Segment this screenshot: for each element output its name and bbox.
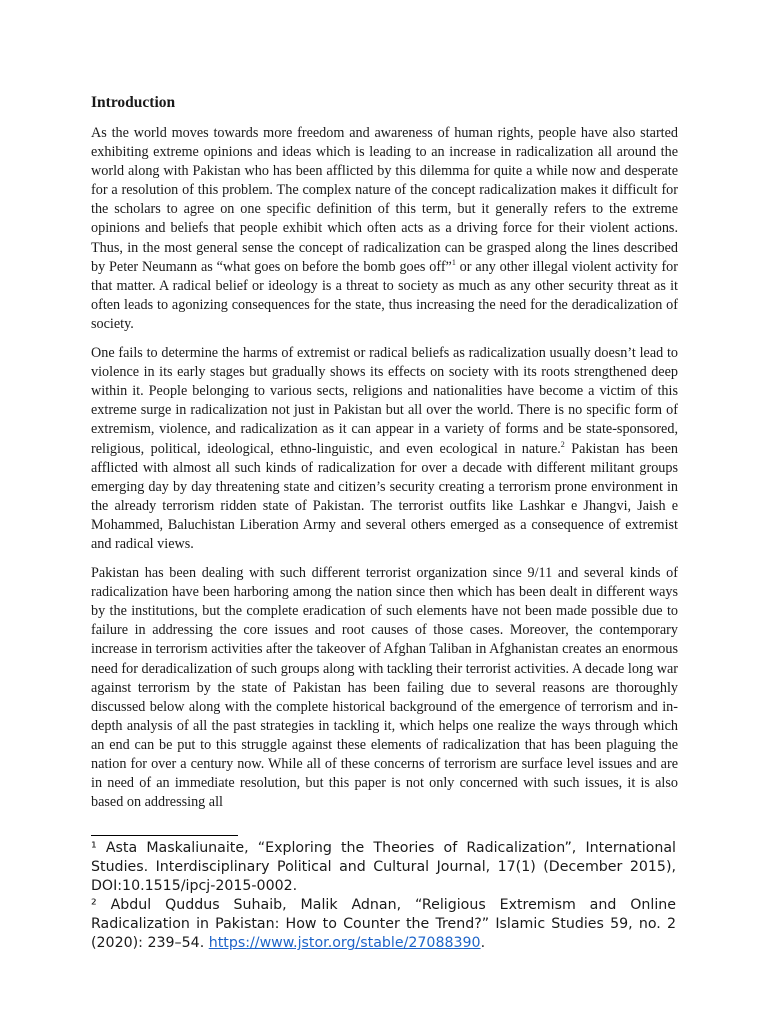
footnote-text: ¹ Asta Maskaliunaite, “Exploring the Theories of Radicalization”, International Studies. Interdisciplinary Political and Cultural Journal, 17(1) (December 2015), DOI:10.1515/ipcj-2015-0002. <box>91 840 676 895</box>
footnote-trail: . <box>480 935 486 952</box>
footnote-2 <box>91 896 676 953</box>
paragraph-text: Pakistan has been dealing with such different terrorist organization since 9/11 and several kinds of radicalization have been harboring among the nation since then which has been dealt in different ways by the institutions, but the complete eradication of such elements have not been made possible due to failure in addressing the core issues and root causes of those cases. Moreover, the contemporary increase in terrorism activities after the takeover of Afghan Taliban in Afghanistan creates an enormous need for deradicalization of such groups along with tackling their terrorist activities. A decade long war against terrorism by the state of Pakistan has been failing due to several reasons are thoroughly discussed below along with the complete historical background of the emergence of terrorism and in-depth analysis of all the past strategies in tackling it, which helps one realize the ways through which an end can be put to this struggle against these elements of radicalization that has been plaguing the nation for over a century now. While all of these concerns of terrorism are surface level issues and are in need of an immediate resolution, but this paper is not only concerned with such issues, it is also based on addressing all <box>91 565 678 811</box>
paragraph-text: or any other illegal violent activity for that matter. A radical belief or ideology is a threat to society as much as any other security threat as it often leads to agonizing consequences for the state, thus increasing the need for the deradicalization of society. <box>91 258 678 332</box>
footnote-marker-1[interactable]: 1 <box>451 257 456 267</box>
footnote-separator <box>91 835 238 836</box>
footnote-text: ² Abdul Quddus Suhaib, Malik Adnan, “Religious Extremism and Online Radicalization in Pakistan: How to Counter the Trend?” Islamic Studies 59, no. 2 (2020): 239–54. <box>91 897 676 952</box>
paragraph-3 <box>91 564 678 812</box>
paragraph-text: One fails to determine the harms of extremist or radical beliefs as radicalization usually doesn’t lead to violence in its early stages but gradually shows its effects on society with its roots strengthened deep within it. People belonging to various sects, religions and nationalities have become a victim of this extreme surge in radicalization not just in Pakistan but all over the world. There is no specific form of extremism, violence, and radicalization as it can appear in a variety of forms and be state-sponsored, religious, political, ideological, ethno-linguistic, and even ecological in nature. <box>91 345 678 457</box>
section-heading: Introduction <box>91 94 176 111</box>
footnote-marker-2[interactable]: 2 <box>560 439 565 449</box>
footnote-1 <box>91 839 676 896</box>
paragraph-text: Pakistan has been afflicted with almost all such kinds of radicalization for over a decade with different militant groups emerging day by day threatening state and citizen’s security creating a terrorism prone environment in the already terrorism ridden state of Pakistan. The terrorist outfits like Lashkar e Jhangvi, Jaish e Mohammed, Baluchistan Liberation Army and several others emerged as a consequence of extremist and radical views. <box>91 440 678 552</box>
paragraph-1 <box>91 124 678 334</box>
paragraph-2 <box>91 344 678 554</box>
body-text <box>91 92 678 822</box>
jstor-link[interactable]: https://www.jstor.org/stable/27088390 <box>208 935 481 952</box>
footnotes <box>91 839 676 954</box>
paragraph-text: As the world moves towards more freedom and awareness of human rights, people have also started exhibiting extreme opinions and ideas which is leading to an increase in radicalization all around the world along with Pakistan who has been afflicted by this dilemma for quite a while now and desperate for a resolution of this problem. The complex nature of the concept radicalization makes it difficult for the scholars to agree on one specific definition of this term, but it generally refers to the extreme opinions and beliefs that people exhibit which often acts as a driving force for their violent actions. Thus, in the most general sense the concept of radicalization can be grasped along the lines described by Peter Neumann as “what goes on before the bomb goes off” <box>91 125 678 275</box>
